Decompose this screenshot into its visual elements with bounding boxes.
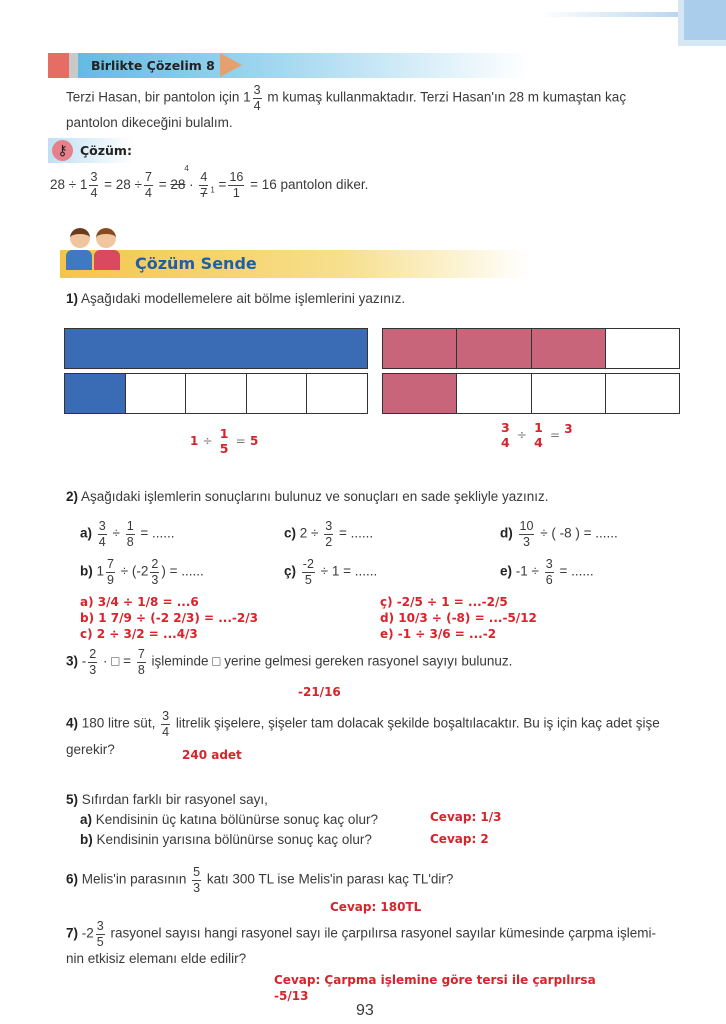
key-icon: ⚷ (52, 140, 73, 161)
question-2: 2) Aşağıdaki işlemlerin sonuçlarını bulunuz ve sonuçları en sade şekliyle yazınız. (66, 489, 549, 504)
example-text: Terzi Hasan, bir pantolon için 1 $\frac{3}{4}$ m kumaş kullanmaktadır. Terzi Hasan'ın 28 m kumaştan kaç pantolon dikeceğini bulalım. (66, 83, 627, 130)
answer-q6: Cevap: 180TL (330, 900, 422, 914)
section-title: Çözüm Sende (135, 254, 257, 273)
answer-q1-left: 1 ÷ 1 5 = 5 (190, 426, 259, 456)
question-1: 1) Aşağıdaki modellemelere ait bölme işlemlerini yazınız. (66, 291, 406, 306)
answer-q1-right: 3 4 ÷ 1 4 = 3 (501, 420, 573, 450)
corner-decoration (540, 12, 680, 17)
fraction: $\frac{3}{4}$ (253, 83, 261, 113)
q2-handwritten-answers: a) 3/4 ÷ 1/8 = ...6 b) 1 7/9 ÷ (-2 2/3) = ...-2/3 c) 2 ÷ 3/2 = ...4/3 ç) -2/5 ÷ 1 = ...-2/5 d) 10/3 ÷ (-8) = ...-5/12 e) -1 ÷ 3/6 = ...-2 (80, 595, 537, 641)
question-6: 6) Melis'in parasının $\frac{5}{3}$ katı 300 TL ise Melis'in parası kaç TL'dir? (66, 865, 454, 895)
section-banner (60, 250, 530, 278)
pencil-tip-icon (220, 53, 242, 77)
q2-item-b: b) 1 $\frac{7}{9}$ ÷ (-2 $\frac{2}{3}$ ) = ...... (80, 557, 204, 587)
answer-q5b: Cevap: 2 (430, 832, 489, 846)
model-right-quarters-bottom (382, 373, 680, 414)
model-left-whole (64, 328, 368, 369)
page-number: 93 (356, 1002, 374, 1019)
answer-q5a: Cevap: 1/3 (430, 810, 502, 824)
example-header (48, 53, 528, 78)
question-7: 7) -2 $\frac{3}{5}$ rasyonel sayısı hangi rasyonel sayı ile çarpılırsa rasyonel sayılar kümesinde çarpma işlemi- nin etkisiz elemanı elde edilir? (66, 919, 656, 966)
solution-label: Çözüm: (80, 143, 132, 158)
pencil-icon (48, 53, 78, 78)
example-title: Birlikte Çözelim 8 (91, 58, 215, 73)
q2-item-d: d) $\frac{10}{3}$ ÷ ( -8 ) = ...... (500, 519, 618, 549)
q2-item-c: c) 2 ÷ $\frac{3}{2}$ = ...... (284, 519, 374, 549)
corner-square (678, 0, 726, 46)
answer-q7: Cevap: Çarpma işlemine göre tersi ile çarpılırsa -5/13 (274, 973, 596, 1003)
kids-illustration (66, 224, 126, 274)
answer-q4: 240 adet (182, 748, 242, 762)
answer-q3: -21/16 (298, 685, 341, 699)
question-5: 5) Sıfırdan farklı bir rasyonel sayı, a) Kendisinin üç katına bölünürse sonuç kaç olur? b) Kendisinin yarısına bölünürse sonuç kaç olur? (66, 792, 378, 847)
q2-item-cc: ç) $\frac{-2}{5}$ ÷ 1 = ...... (284, 557, 378, 587)
model-left-fifths (64, 373, 368, 414)
question-3: 3) - $\frac{2}{3}$ · □ = $\frac{7}{8}$ işleminde □ yerine gelmesi gereken rasyonel sayıyı bulunuz. (66, 647, 513, 677)
q2-item-e: e) -1 ÷ $\frac{3}{6}$ = ...... (500, 557, 594, 587)
question-4: 4) 180 litre süt, $\frac{3}{4}$ litrelik şişelere, şişeler tam dolacak şekilde boşaltılacaktır. Bu iş için kaç adet şişe gerekir? (66, 709, 660, 757)
model-right-quarters-top (382, 328, 680, 369)
solution-label-box (48, 138, 133, 163)
q2-item-a: a) $\frac{3}{4}$ ÷ $\frac{1}{8}$ = ...... (80, 519, 175, 549)
solution-equation: 28 ÷ 1 $\frac{3}{4}$ = 28 ÷ $\frac{7}{4}$ = 28 4 · $\frac{4}{7}$ $_1$ = $\frac{16}{1}$ = 16 pantolon diker. (50, 164, 369, 200)
